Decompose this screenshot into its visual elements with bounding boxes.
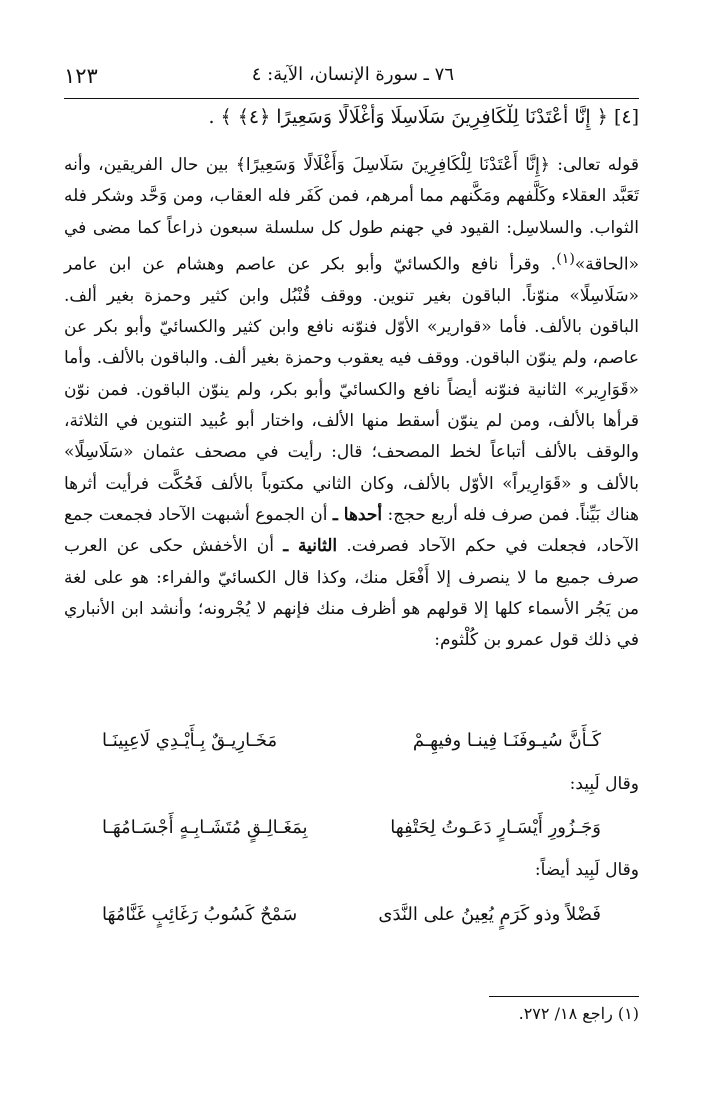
quran-verse bbox=[64, 104, 639, 130]
poem-hemistich-first: كَـأَنَّ سُيـوفَنَـا فِينـا وفيهِـمْ bbox=[412, 730, 601, 751]
text-run: أن الأخفش حكى عن العرب صرف جميع ما لا ينصرف إلا أَفْعَل منك، وكذا قال الكسائيّ والفراء: هو على لغة من يَجُر الأسماء كلها إلا قولهم هو أظرف منك فإنهم لا يُجْرونه؛ وأنشد ابن الأنباري في ذلك قول عمرو بن كُلْثوم: bbox=[64, 536, 639, 651]
poem-verse bbox=[64, 730, 639, 751]
running-title: ٧٦ ـ سورة الإنسان، الآية: ٤ bbox=[251, 64, 454, 85]
text-run: قوله تعالى: ﴿إِنَّا أَعْتَدْنَا لِلْكَافِرِينَ سَلَاسِلَ وَأَغْلَالًا وَسَعِيرًا﴾ بين حال الفريقين، وأنه تَعَبَّد العقلاء وكَلَّفهم ومَكَّنهم مما أمرهم، فمن كَفَر فله العقاب، ومن وَحَّد وشكر فله الثواب. والسلاسِل: القيود في جهنم طول كل سلسلة سبعون ذراعاً كما مضى في «الحاقة» bbox=[64, 155, 639, 275]
poem-hemistich-first: فَضْلاً وذو كَرَمٍ يُعِينُ على النَّدَى bbox=[378, 904, 601, 925]
text-run: أن الجموع أشبهت الآحاد فجمعت جمع الآحاد، فجعلت في حكم الآحاد فصرفت. bbox=[64, 504, 639, 557]
point-heading-1: أحدها ـ bbox=[332, 504, 383, 525]
text-run: . وقرأ نافع والكسائيّ وأبو بكر عن عاصم وهشام عن ابن عامر «سَلَاسِلًا» منوّناً. الباقون بغير تنوين. ووقف قُنْبُل وابن كثير وحمزة بغير ألف. الباقون بالألف. فأما «قوارير» الأوّل فنوّنه نافع وابن كثير والكسائيّ وأبو بكر عن عاصم، ولم ينوّن الباقون. ووقف فيه يعقوب وحمزة بغير ألف. والباقون بالألف. وأما «قَوَارِير» الثانية فنوّنه أيضاً نافع والكسائيّ وأبو بكر، ولم ينوّن الباقون. فمن نوّن قرأها بالألف، ومن لم ينوّن أسقط منها الألف، واختار أبو عُبيد التنوين في الثلاثة، والوقف بالألف أتباعاً لخط المصحف؛ قال: رأيت في مصحف عثمان «سَلَاسِلًا» بالألف و «قَوَارِيراً» الأوّل بالألف، وكان الثاني مكتوباً بالألف فَحُكَّت فرأيت أثرها هناك بَيِّناً. فمن صرف فله أربع حجج: bbox=[64, 254, 639, 525]
page-header bbox=[64, 58, 639, 99]
point-heading-2: الثانية ـ bbox=[283, 536, 338, 557]
poem-hemistich-second: مَخَـارِيـقٌ بِـأَيْـدِي لَاعِبِينَـا bbox=[102, 730, 278, 751]
poem-intro: وقال لَبِيد: bbox=[569, 774, 639, 794]
verse-text: ﴿ إِنَّا أَعْتَدْنَا لِلْكَافِرِينَ سَلَاسِلَا وَأَغْلَالًا وَسَعِيرًا ﴿٤﴾ ﴾ . bbox=[208, 106, 608, 128]
footnote-marker: (١) bbox=[556, 250, 575, 267]
commentary-paragraph bbox=[64, 150, 639, 656]
poem-hemistich-second: بِمَغَـالِـقٍ مُتَشَـابِـهٍ أَجْسَـامُهَـا bbox=[102, 817, 308, 838]
footnote-divider bbox=[489, 996, 639, 997]
page-number: ١٢٣ bbox=[64, 64, 98, 88]
poem-verse bbox=[64, 817, 639, 838]
commentary-text bbox=[64, 150, 639, 656]
verse-number: [٤] bbox=[613, 106, 639, 128]
poem-verse bbox=[64, 904, 639, 925]
poem-intro: وقال لَبِيد أيضاً: bbox=[534, 860, 639, 880]
poem-hemistich-second: سَمْحٌ كَسُوبُ رَغَائِبٍ غَنَّامُهَا bbox=[102, 904, 298, 925]
poem-hemistich-first: وَجَـزُورِ أَيْسَـارٍ دَعَـوتُ لِحَتْفِها bbox=[390, 817, 601, 838]
footnote: (١) راجع ١٨/ ٢٧٢. bbox=[518, 1004, 639, 1023]
